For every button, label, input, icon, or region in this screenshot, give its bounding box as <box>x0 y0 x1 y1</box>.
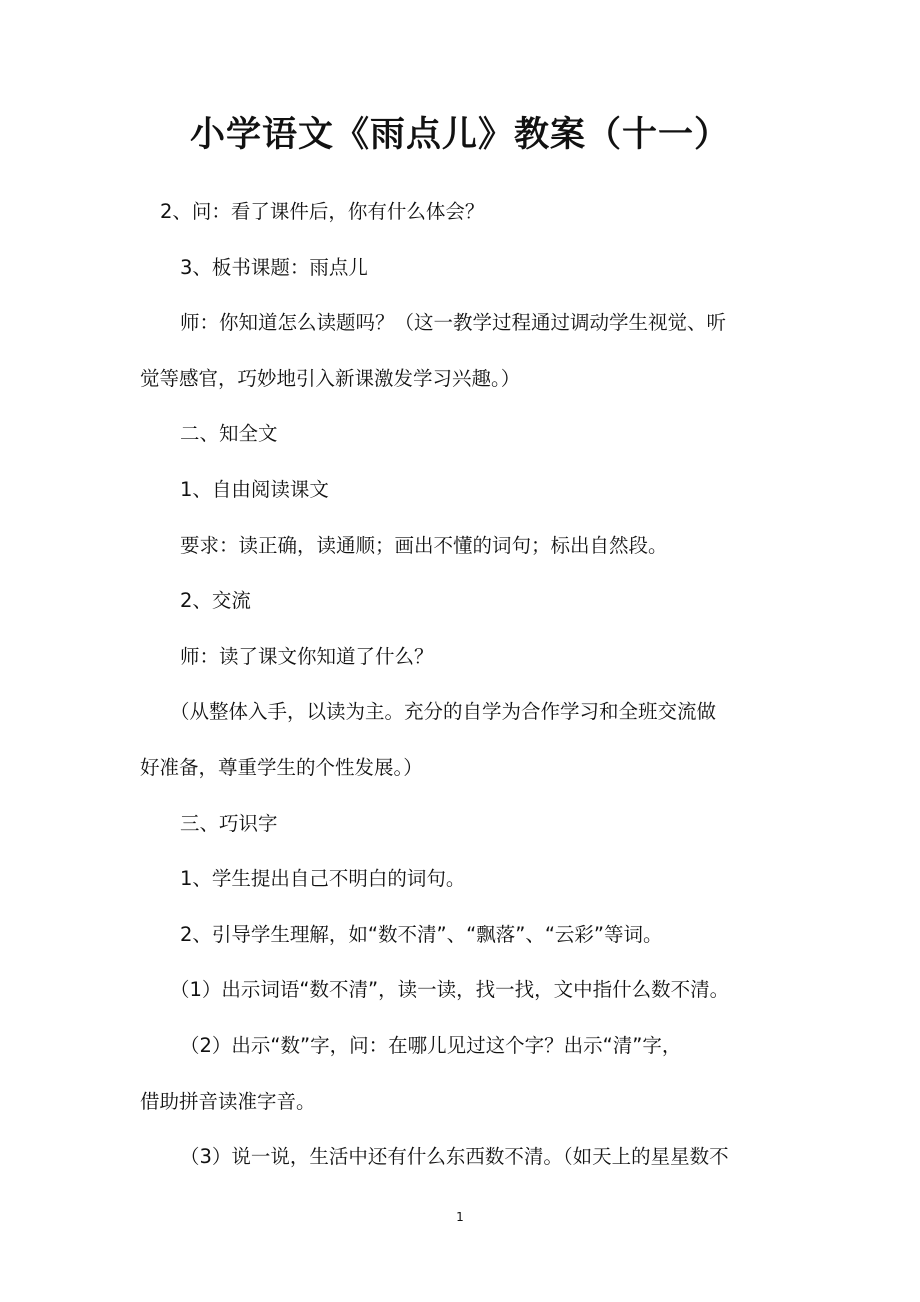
text-line: 师：你知道怎么读题吗？（这一教学过程通过调动学生视觉、听 <box>180 311 727 335</box>
page-number: 1 <box>456 1210 464 1224</box>
text-line: 2、问：看了课件后，你有什么体会？ <box>160 200 485 223</box>
text-line: 2、交流 <box>180 589 251 613</box>
text-line: 师：读了课文你知道了什么？ <box>180 644 434 668</box>
text-line: 好准备，尊重学生的个性发展。） <box>140 755 423 779</box>
text-line: 要求：读正确，读通顺；画出不懂的词句；标出自然段。 <box>180 533 668 557</box>
text-line: 2、引导学生理解，如“数不清”、“飘落”、“云彩”等词。 <box>180 922 663 946</box>
text-line: （2）出示“数”字，问：在哪儿见过这个字？出示“清”字， <box>180 1033 682 1057</box>
text-line: （从整体入手，以读为主。充分的自学为合作学习和全班交流做 <box>170 700 717 724</box>
document-body <box>140 184 800 1185</box>
document-title: 小学语文《雨点儿》教案（十一） <box>189 115 730 155</box>
text-line: 借助拼音读准字音。 <box>140 1089 316 1113</box>
text-line: （3）说一说，生活中还有什么东西数不清。（如天上的星星数不 <box>180 1145 729 1169</box>
text-line: 3、板书课题：雨点儿 <box>180 255 368 279</box>
section-heading: 二、知全文 <box>180 422 278 446</box>
text-line: （1）出示词语“数不清”，读一读，找一找，文中指什么数不清。 <box>170 978 730 1002</box>
text-line: 1、学生提出自己不明白的词句。 <box>180 867 466 891</box>
text-line: 觉等感官，巧妙地引入新课激发学习兴趣。） <box>140 366 521 390</box>
section-heading: 三、巧识字 <box>180 811 278 835</box>
text-line: 1、自由阅读课文 <box>180 477 329 501</box>
